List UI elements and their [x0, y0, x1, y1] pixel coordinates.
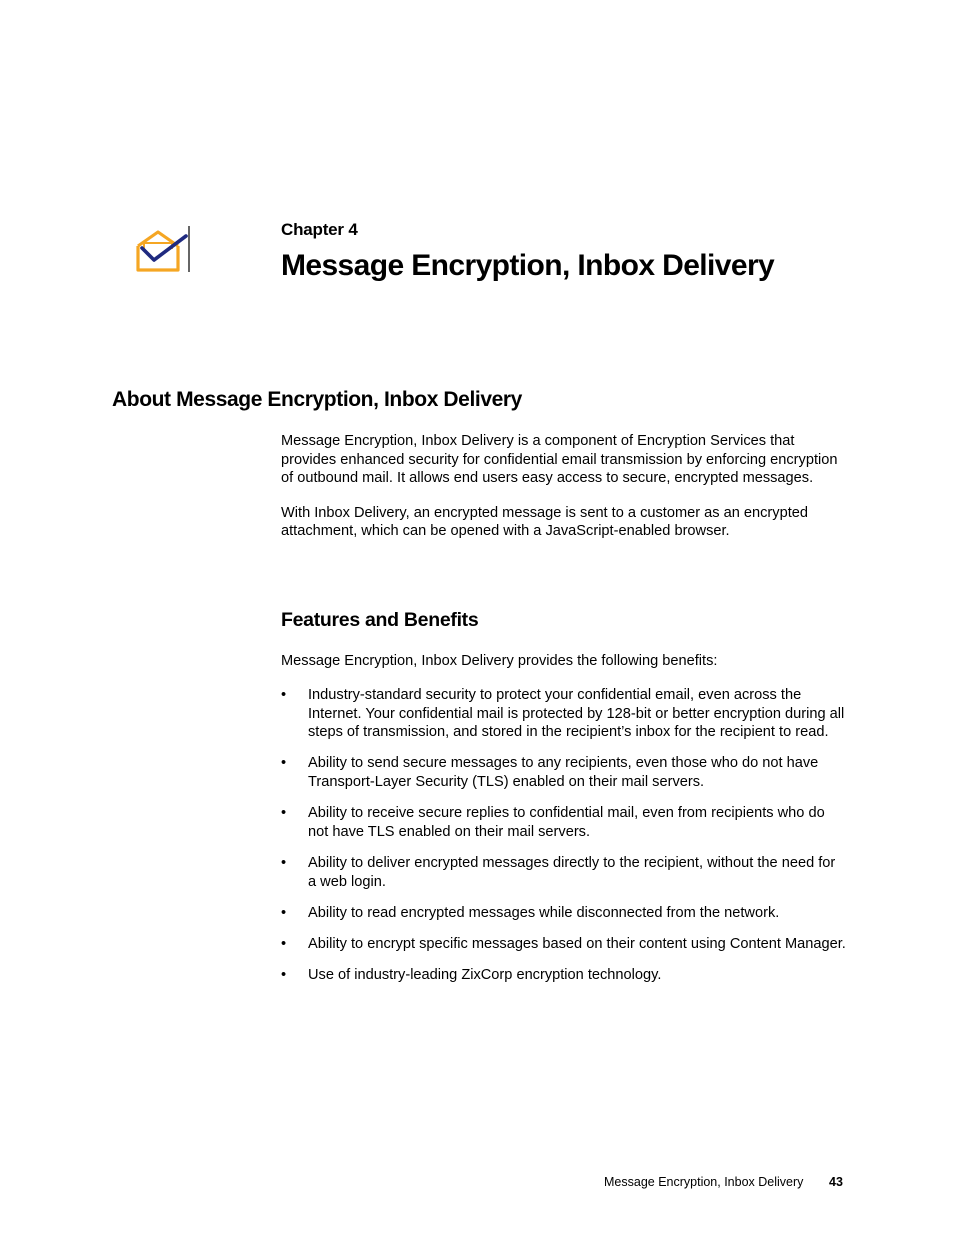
- envelope-check-icon: [134, 226, 192, 274]
- benefits-list: [281, 686, 846, 997]
- list-item-text: Use of industry-leading ZixCorp encryption technology.: [308, 967, 662, 984]
- list-item-text: Ability to encrypt specific messages based on their content using Content Manager.: [308, 935, 846, 952]
- list-item: [281, 754, 846, 791]
- chapter-label: Chapter 4: [281, 220, 358, 239]
- intro-text: [281, 432, 846, 541]
- page-number: 43: [829, 1175, 843, 1189]
- intro-paragraph: Message Encryption, Inbox Delivery is a component of Encryption Services that provides enhanced security for confidential email transmission by enforcing encryption of outbound mail. It allows end users easy access to secure, encrypted messages.: [281, 433, 838, 487]
- list-item: [281, 686, 846, 742]
- bullet-icon: •: [281, 935, 287, 952]
- list-item: [281, 854, 846, 891]
- list-item-text: Ability to receive secure replies to confidential mail, even from recipients who do not have TLS enabled on their mail servers.: [308, 805, 825, 840]
- list-item-text: Industry-standard security to protect your confidential email, even across the Internet. Your confidential mail is protected by 128-bit or better encryption during all steps of transmission, and stored in the recipient’s inbox for the recipient to read.: [308, 687, 845, 741]
- list-item: [281, 804, 846, 841]
- list-item: [281, 966, 846, 985]
- features-intro-paragraph: Message Encryption, Inbox Delivery provides the following benefits:: [281, 653, 718, 669]
- bullet-icon: •: [281, 755, 287, 772]
- list-item-text: Ability to read encrypted messages while disconnected from the network.: [308, 904, 780, 921]
- features-title: Features and Benefits: [281, 609, 479, 631]
- list-item: [281, 935, 846, 954]
- bullet-icon: •: [281, 904, 287, 921]
- chapter-title: Message Encryption, Inbox Delivery: [281, 249, 775, 282]
- features-intro: [281, 652, 846, 671]
- intro-paragraph: With Inbox Delivery, an encrypted message is sent to a customer as an encrypted attachment, which can be opened with a JavaScript-enabled browser.: [281, 504, 808, 540]
- section-title: About Message Encryption, Inbox Delivery: [112, 388, 522, 411]
- list-item-text: Ability to send secure messages to any recipients, even those who do not have Transport-Layer Security (TLS) enabled on their mail servers.: [308, 755, 819, 790]
- bullet-icon: •: [281, 854, 287, 871]
- list-item: [281, 904, 846, 923]
- bullet-icon: •: [281, 967, 287, 984]
- bullet-icon: •: [281, 687, 287, 703]
- bullet-icon: •: [281, 805, 287, 822]
- list-item-text: Ability to deliver encrypted messages directly to the recipient, without the need for a web login.: [308, 854, 836, 890]
- footer-chapter-title: Message Encryption, Inbox Delivery: [604, 1175, 804, 1189]
